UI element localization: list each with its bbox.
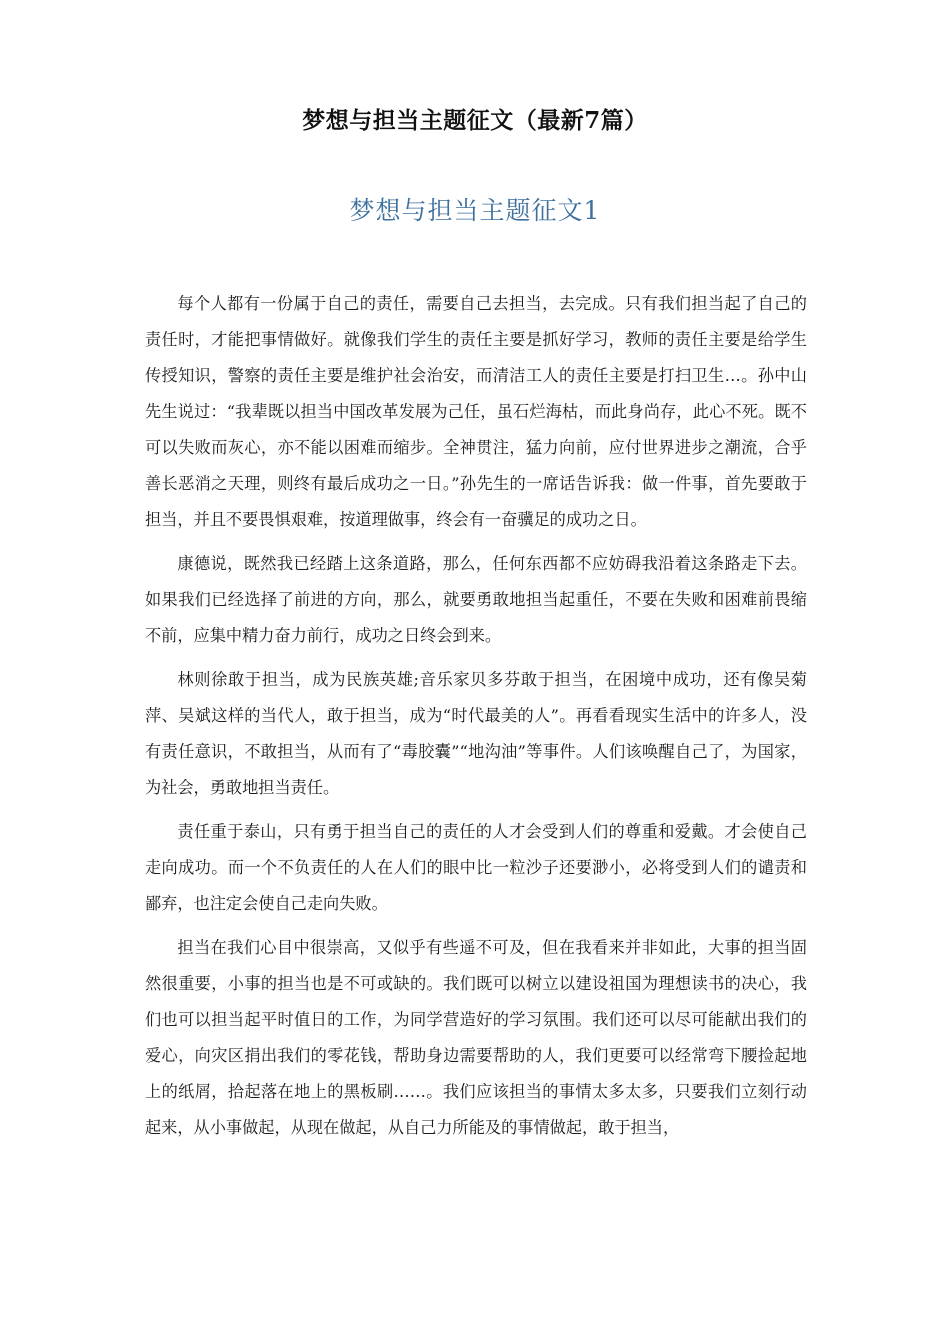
paragraph-2: 康德说，既然我已经踏上这条道路，那么，任何东西都不应妨碍我沿着这条路走下去。如果我们已经选择了前进的方向，那么，就要勇敢地担当起重任，不要在失败和困难前畏缩不前，应集中精力奋力前行，成功之日终会到来。 xyxy=(145,554,807,645)
paragraph-4: 责任重于泰山，只有勇于担当自己的责任的人才会受到人们的尊重和爱戴。才会使自己走向成功。而一个不负责任的人在人们的眼中比一粒沙子还要渺小，必将受到人们的谴责和鄙弃，也注定会使自己走向失败。 xyxy=(145,822,807,913)
paragraph-1: 每个人都有一份属于自己的责任，需要自己去担当，去完成。只有我们担当起了自己的责任时，才能把事情做好。就像我们学生的责任主要是抓好学习，教师的责任主要是给学生传授知识，警察的责任主要是维护社会治安，而清洁工人的责任主要是打扫卫生…。孙中山先生说过：“我辈既以担当中国改革发展为己任，虽石烂海枯，而此身尚存，此心不死。既不可以失败而灰心，亦不能以困难而缩步。全神贯注，猛力向前，应付世界进步之潮流，合乎善长恶消之天理，则终有最后成功之一日。”孙先生的一席话告诉我：做一件事，首先要敢于担当，并且不要畏惧艰难，按道理做事，终会有一奋骥足的成功之日。 xyxy=(145,294,807,529)
essay-body xyxy=(145,286,807,1154)
document-title: 梦想与担当主题征文（最新7篇） xyxy=(302,107,648,134)
paragraph-5: 担当在我们心目中很崇高，又似乎有些遥不可及，但在我看来并非如此，大事的担当固然很重要，小事的担当也是不可或缺的。我们既可以树立以建设祖国为理想读书的决心，我们也可以担当起平时值日的工作，为同学营造好的学习氛围。我们还可以尽可能献出我们的爱心，向灾区捐出我们的零花钱，帮助身边需要帮助的人，我们更要可以经常弯下腰捡起地上的纸屑，拾起落在地上的黑板刷……。我们应该担当的事情太多太多，只要我们立刻行动起来，从小事做起，从现在做起，从自己力所能及的事情做起，敢于担当， xyxy=(145,938,807,1137)
section-title: 梦想与担当主题征文1 xyxy=(349,196,601,225)
paragraph-3: 林则徐敢于担当，成为民族英雄;音乐家贝多芬敢于担当，在困境中成功，还有像吴菊萍、吴斌这样的当代人，敢于担当，成为“时代最美的人”。再看看现实生活中的许多人，没有责任意识，不敢担当，从而有了“毒胶囊”“地沟油”等事件。人们该唤醒自己了，为国家，为社会，勇敢地担当责任。 xyxy=(145,670,807,797)
